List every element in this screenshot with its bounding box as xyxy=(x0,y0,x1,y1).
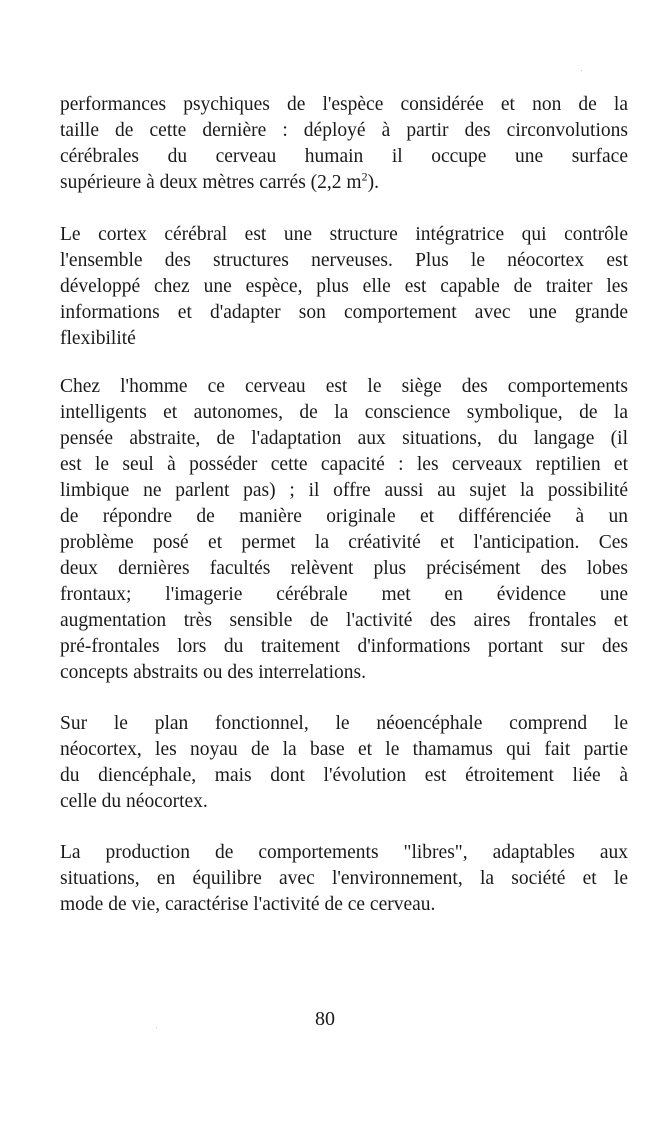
text-line: flexibilité xyxy=(60,328,136,349)
text-fragment: supérieure à deux mètres carrés (2,2 m xyxy=(60,172,362,193)
text-line: intelligents et autonomes, de la conscience symbolique, de la xyxy=(60,402,628,423)
text-line: augmentation très sensible de l'activité des aires frontales et xyxy=(60,610,628,631)
text-line: est le seul à posséder cette capacité : les cerveaux reptilien et xyxy=(60,454,628,475)
paragraph-1 xyxy=(60,92,628,196)
text-line: cérébrales du cerveau humain il occupe une surface xyxy=(60,146,628,167)
text-line: concepts abstraits ou des interrelations. xyxy=(60,662,366,683)
superscript: 2 xyxy=(361,169,368,184)
text-line: du diencéphale, mais dont l'évolution est étroitement liée à xyxy=(60,765,628,786)
text-line: de répondre de manière originale et différenciée à un xyxy=(60,506,628,527)
text-line: néocortex, les noyau de la base et le thamamus qui fait partie xyxy=(60,739,628,760)
scan-speck xyxy=(581,70,582,71)
text-line: limbique ne parlent pas) ; il offre aussi au sujet la possibilité xyxy=(60,480,628,501)
text-line: pré-frontales lors du traitement d'informations portant sur des xyxy=(60,636,628,657)
text-line: l'ensemble des structures nerveuses. Plus le néocortex est xyxy=(60,250,628,271)
text-line: mode de vie, caractérise l'activité de ce cerveau. xyxy=(60,894,436,915)
text-line: pensée abstraite, de l'adaptation aux situations, du langage (il xyxy=(60,428,628,449)
text-line: situations, en équilibre avec l'environnement, la société et le xyxy=(60,868,628,889)
text-line: développé chez une espèce, plus elle est capable de traiter les xyxy=(60,276,628,297)
paragraph-3 xyxy=(60,374,628,686)
text-line: taille de cette dernière : déployé à partir des circonvolutions xyxy=(60,120,628,141)
text-fragment: ). xyxy=(367,172,379,193)
text-line: frontaux; l'imagerie cérébrale met en évidence une xyxy=(60,584,628,605)
paragraph-2 xyxy=(60,222,628,352)
paragraph-5 xyxy=(60,840,628,918)
text-line: celle du néocortex. xyxy=(60,791,208,812)
text-line: Chez l'homme ce cerveau est le siège des comportements xyxy=(60,376,628,397)
text-line: Le cortex cérébral est une structure intégratrice qui contrôle xyxy=(60,224,628,245)
text-line: informations et d'adapter son comportement avec une grande xyxy=(60,302,628,323)
text-line: Sur le plan fonctionnel, le néoencéphale comprend le xyxy=(60,713,628,734)
text-line: problème posé et permet la créativité et l'anticipation. Ces xyxy=(60,532,628,553)
paragraph-4 xyxy=(60,711,628,815)
text-line: performances psychiques de l'espèce considérée et non de la xyxy=(60,94,628,115)
text-line: La production de comportements "libres", adaptables aux xyxy=(60,842,628,863)
scan-speck xyxy=(156,1027,157,1028)
text-line xyxy=(60,170,628,196)
page-number: 80 xyxy=(315,1008,335,1030)
text-line: deux dernières facultés relèvent plus précisément des lobes xyxy=(60,558,628,579)
